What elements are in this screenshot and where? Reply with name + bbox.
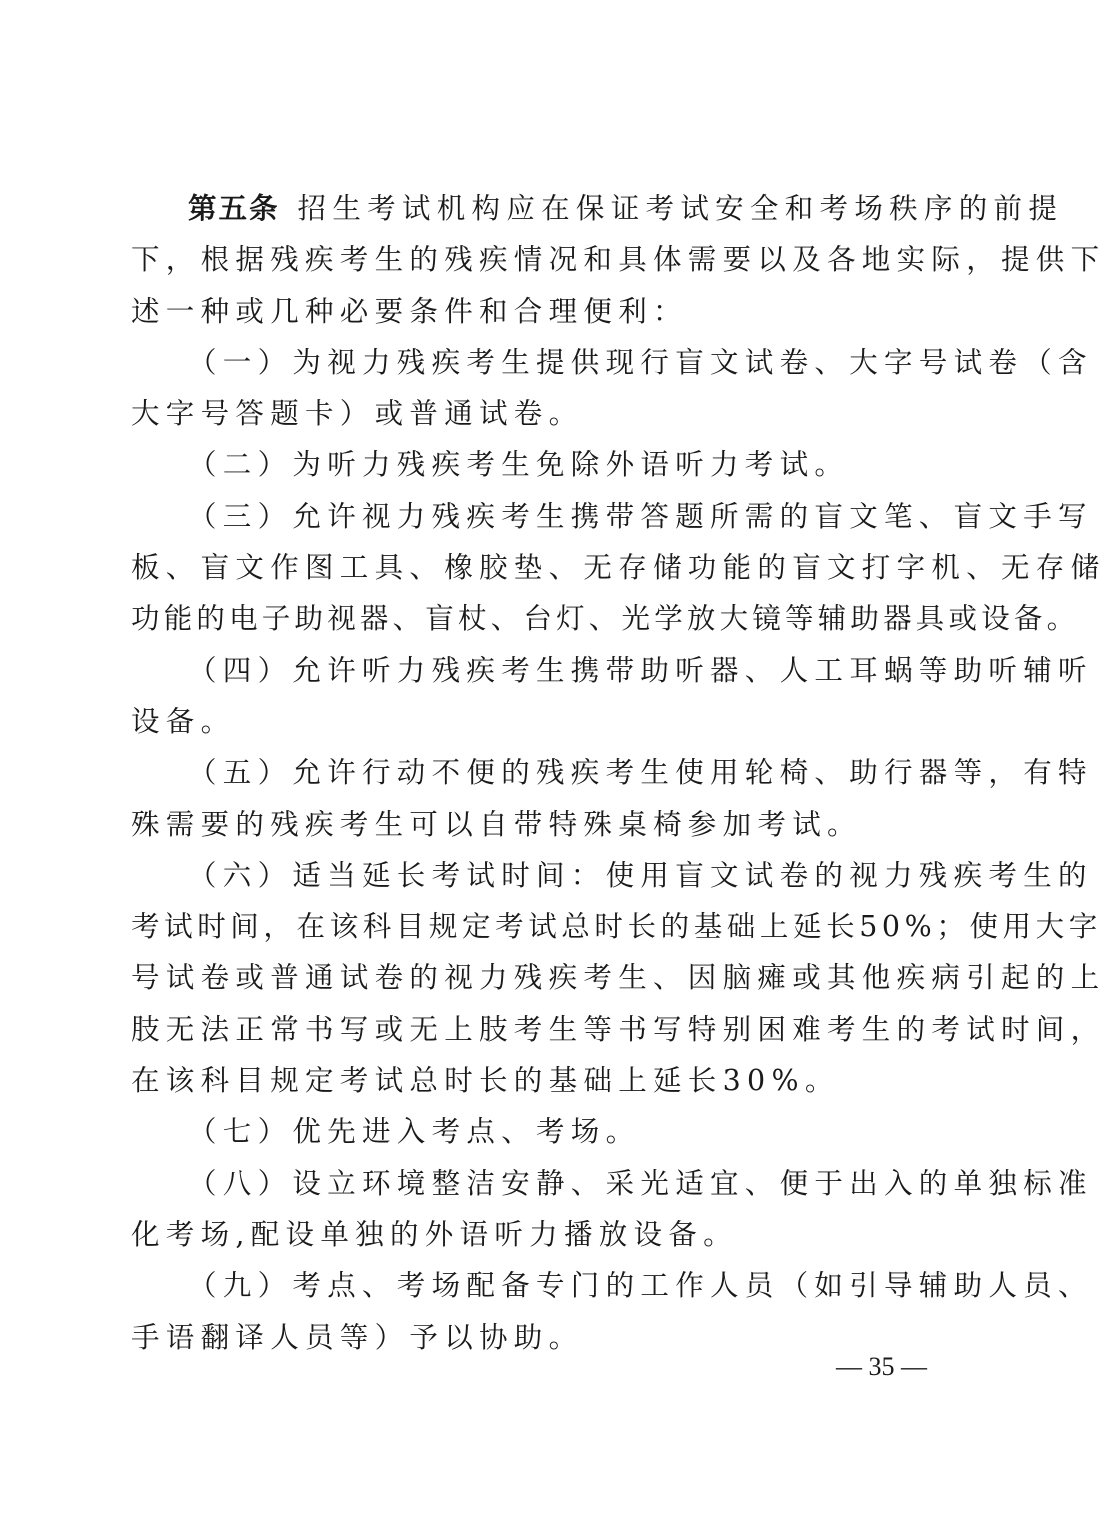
item-3-line: 功能的电子助视器、盲杖、台灯、光学放大镜等辅助器具或设备。 bbox=[131, 602, 1080, 636]
item-6-line: 考试时间，在该科目规定考试总时长的基础上延长50%；使用大字 bbox=[131, 910, 1102, 944]
item-5-line: （五）允许行动不便的残疾考生使用轮椅、助行器等，有特 bbox=[188, 756, 1093, 790]
item-1-line: （一）为视力残疾考生提供现行盲文试卷、大字号试卷（含 bbox=[188, 345, 1093, 379]
item-6-line: 在该科目规定考试总时长的基础上延长30%。 bbox=[131, 1064, 840, 1098]
item-6-line: 肢无法正常书写或无上肢考生等书写特别困难考生的考试时间， bbox=[131, 1012, 1105, 1046]
article-body bbox=[131, 183, 1105, 1363]
item-5-line: 殊需要的残疾考生可以自带特殊桌椅参加考试。 bbox=[131, 807, 862, 841]
item-8-line: 化考场,配设单独的外语听力播放设备。 bbox=[131, 1217, 738, 1251]
item-3-line: 板、盲文作图工具、橡胶垫、无存储功能的盲文打字机、无存储 bbox=[131, 551, 1105, 585]
item-7-line: （七）优先进入考点、考场。 bbox=[188, 1115, 641, 1149]
item-6-line: （六）适当延长考试时间：使用盲文试卷的视力残疾考生的 bbox=[188, 858, 1093, 892]
page-number: — 35 — bbox=[836, 1352, 927, 1381]
item-4-line: （四）允许听力残疾考生携带助听器、人工耳蜗等助听辅听 bbox=[188, 653, 1093, 687]
article-line: 下，根据残疾考生的残疾情况和具体需要以及各地实际，提供下 bbox=[131, 243, 1105, 277]
article-heading: 第五条 bbox=[188, 192, 280, 225]
article-line: 招生考试机构应在保证考试安全和考场秩序的前提 bbox=[297, 192, 1064, 225]
article-line: 述一种或几种必要条件和合理便利： bbox=[131, 294, 688, 328]
item-9-line: 手语翻译人员等）予以协助。 bbox=[131, 1320, 584, 1354]
item-4-line: 设备。 bbox=[131, 704, 236, 738]
item-6-line: 号试卷或普通试卷的视力残疾考生、因脑瘫或其他疾病引起的上 bbox=[131, 961, 1105, 995]
item-8-line: （八）设立环境整洁安静、采光适宜、便于出入的单独标准 bbox=[188, 1166, 1093, 1200]
item-3-line: （三）允许视力残疾考生携带答题所需的盲文笔、盲文手写 bbox=[188, 499, 1093, 533]
article-first-line bbox=[131, 183, 1064, 234]
item-2-line: （二）为听力残疾考生免除外语听力考试。 bbox=[188, 448, 850, 482]
item-9-line: （九）考点、考场配备专门的工作人员（如引导辅助人员、 bbox=[188, 1269, 1093, 1303]
item-1-line: 大字号答题卡）或普通试卷。 bbox=[131, 397, 584, 431]
